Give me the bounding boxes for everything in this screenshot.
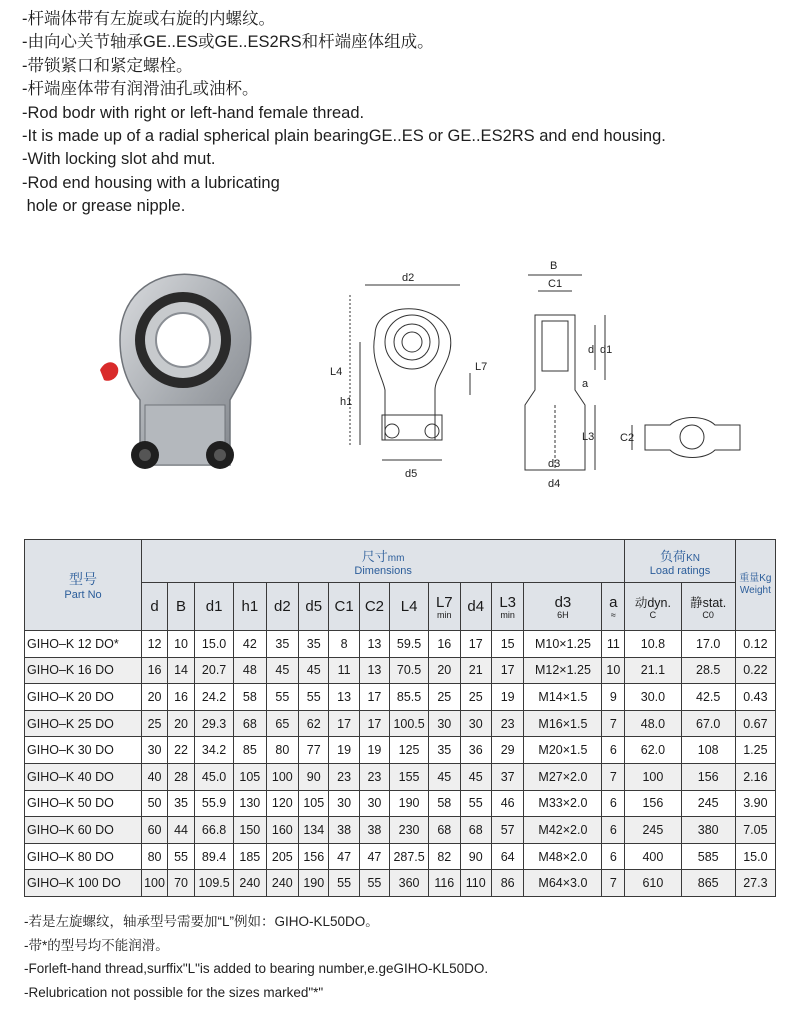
value-cell: 190 [299,870,329,897]
part-number-cell: GIHO–K 80 DO [25,843,142,870]
value-cell: 160 [266,817,299,844]
value-cell: 2.16 [735,763,775,790]
value-cell: 30 [329,790,359,817]
value-cell: 22 [168,737,195,764]
value-cell: 0.67 [735,710,775,737]
value-cell: 68 [429,817,460,844]
value-cell: 15.0 [735,843,775,870]
value-cell: 38 [359,817,389,844]
value-cell: 16 [168,684,195,711]
value-cell: 30 [460,710,491,737]
header-load-ratings: 负荷KN Load ratings [625,540,736,583]
value-cell: 36 [460,737,491,764]
value-cell: 240 [266,870,299,897]
value-cell: 47 [329,843,359,870]
description-line: hole or grease nipple. [22,197,186,216]
value-cell: 34.2 [195,737,234,764]
part-number-cell: GIHO–K 40 DO [25,763,142,790]
value-cell: 100 [625,763,681,790]
value-cell: 29.3 [195,710,234,737]
value-cell: 45 [460,763,491,790]
table-row [25,843,776,870]
value-cell: 68 [234,710,267,737]
value-cell: M64×3.0 [524,870,602,897]
value-cell: 90 [299,763,329,790]
value-cell: 28.5 [681,657,735,684]
value-cell: 108 [681,737,735,764]
value-cell: 380 [681,817,735,844]
value-cell: 57 [491,817,524,844]
value-cell: 8 [329,631,359,658]
value-cell: M33×2.0 [524,790,602,817]
label-d1: d1 [600,344,613,356]
part-number-cell: GIHO–K 25 DO [25,710,142,737]
label-L7: L7 [475,361,488,373]
value-cell: 65 [266,710,299,737]
value-cell: 150 [234,817,267,844]
value-cell: 62.0 [625,737,681,764]
value-cell: 6 [602,790,625,817]
value-cell: 64 [491,843,524,870]
value-cell: 55 [266,684,299,711]
value-cell: 30 [429,710,460,737]
description [22,8,792,219]
value-cell: M48×2.0 [524,843,602,870]
value-cell: 55 [460,790,491,817]
value-cell: 55.9 [195,790,234,817]
value-cell: 25 [460,684,491,711]
label-d5: d5 [405,468,418,480]
value-cell: 66.8 [195,817,234,844]
value-cell: M14×1.5 [524,684,602,711]
value-cell: 0.22 [735,657,775,684]
table-row [25,817,776,844]
value-cell: 60 [142,817,168,844]
description-line: -杆端座体带有润滑油孔或油杯。 [22,80,259,99]
value-cell: 10.8 [625,631,681,658]
value-cell: 23 [359,763,389,790]
value-cell: 156 [299,843,329,870]
value-cell: 46 [491,790,524,817]
value-cell: 16 [429,631,460,658]
header-dimensions: 尺寸mm Dimensions [142,540,625,583]
value-cell: 25 [429,684,460,711]
part-number-cell: GIHO–K 100 DO [25,870,142,897]
table-row [25,657,776,684]
value-cell: 20 [168,710,195,737]
value-cell: 55 [329,870,359,897]
value-cell: 35 [429,737,460,764]
part-number-cell: GIHO–K 20 DO [25,684,142,711]
value-cell: 7 [602,763,625,790]
value-cell: 17 [460,631,491,658]
value-cell: 120 [266,790,299,817]
value-cell: 30.0 [625,684,681,711]
description-line: -It is made up of a radial spherical plain bearingGE..ES or GE..ES2RS and end housing. [22,127,666,146]
value-cell: 44 [168,817,195,844]
value-cell: 17 [359,710,389,737]
value-cell: 12 [142,631,168,658]
value-cell: 55 [299,684,329,711]
value-cell: 400 [625,843,681,870]
value-cell: 134 [299,817,329,844]
description-line: -带锁紧口和紧定螺栓。 [22,56,193,75]
value-cell: 58 [234,684,267,711]
value-cell: 116 [429,870,460,897]
value-cell: 105 [234,763,267,790]
value-cell: 21 [460,657,491,684]
part-number-cell: GIHO–K 50 DO [25,790,142,817]
value-cell: 155 [390,763,429,790]
value-cell: 55 [359,870,389,897]
value-cell: 10 [168,631,195,658]
value-cell: 47 [359,843,389,870]
value-cell: 19 [329,737,359,764]
value-cell: M20×1.5 [524,737,602,764]
value-cell: 585 [681,843,735,870]
column-header: C2 [359,583,389,631]
value-cell: M10×1.25 [524,631,602,658]
note-line: -Forleft-hand thread,surffix"L"is added to bearing number,e.geGIHO-KL50DO. [24,961,489,976]
value-cell: 230 [390,817,429,844]
value-cell: 13 [359,657,389,684]
value-cell: 23 [491,710,524,737]
value-cell: 28 [168,763,195,790]
value-cell: 67.0 [681,710,735,737]
value-cell: 86 [491,870,524,897]
label-C2: C2 [620,432,635,444]
value-cell: 29 [491,737,524,764]
value-cell: 70.5 [390,657,429,684]
value-cell: 13 [329,684,359,711]
value-cell: 17 [329,710,359,737]
value-cell: 50 [142,790,168,817]
value-cell: 23 [329,763,359,790]
value-cell: 11 [329,657,359,684]
value-cell: 42 [234,631,267,658]
value-cell: 865 [681,870,735,897]
note-line: -若是左旋螺纹，轴承型号需要加“L”例如：GIHO-KL50DO。 [24,914,379,929]
value-cell: M12×1.25 [524,657,602,684]
value-cell: 82 [429,843,460,870]
value-cell: 80 [142,843,168,870]
value-cell: 185 [234,843,267,870]
value-cell: 15 [491,631,524,658]
value-cell: 245 [625,817,681,844]
label-d: d [588,344,595,356]
value-cell: 100 [142,870,168,897]
specification-table [24,539,776,897]
value-cell: 30 [142,737,168,764]
value-cell: 90 [460,843,491,870]
description-line: -由向心关节轴承GE..ES或GE..ES2RS和杆端座体组成。 [22,33,434,52]
value-cell: 205 [266,843,299,870]
value-cell: 58 [429,790,460,817]
technical-drawing [310,255,780,500]
value-cell: 20.7 [195,657,234,684]
value-cell: 20 [429,657,460,684]
value-cell: 45 [266,657,299,684]
value-cell: 21.1 [625,657,681,684]
value-cell: 80 [266,737,299,764]
part-number-cell: GIHO–K 30 DO [25,737,142,764]
value-cell: 287.5 [390,843,429,870]
value-cell: 35 [168,790,195,817]
value-cell: 125 [390,737,429,764]
value-cell: 156 [681,763,735,790]
value-cell: 59.5 [390,631,429,658]
value-cell: 610 [625,870,681,897]
table-row [25,684,776,711]
value-cell: 11 [602,631,625,658]
value-cell: 16 [142,657,168,684]
value-cell: 35 [266,631,299,658]
note-line: -Relubrication not possible for the sizes marked"*" [24,984,324,1000]
value-cell: 110 [460,870,491,897]
label-d3: d3 [548,458,561,470]
table-row [25,737,776,764]
description-line: -Rod bodr with right or left-hand female thread. [22,103,365,122]
value-cell: 14 [168,657,195,684]
header-weight: 重量Kg Weight [735,540,775,631]
value-cell: 7 [602,870,625,897]
product-photo [100,265,265,490]
label-C1: C1 [548,278,563,290]
column-header: L3 min [491,583,524,631]
value-cell: 38 [329,817,359,844]
value-cell: 190 [390,790,429,817]
column-header: 静stat. C0 [681,583,735,631]
value-cell: 130 [234,790,267,817]
value-cell: 7 [602,710,625,737]
table-row [25,870,776,897]
value-cell: M42×2.0 [524,817,602,844]
value-cell: 25 [142,710,168,737]
column-header: d2 [266,583,299,631]
value-cell: 9 [602,684,625,711]
value-cell: 77 [299,737,329,764]
column-header: L7 min [429,583,460,631]
column-header: d5 [299,583,329,631]
table-row [25,631,776,658]
value-cell: 24.2 [195,684,234,711]
label-a: a [582,378,589,390]
label-B: B [550,260,558,272]
description-line: -Rod end housing with a lubricating [22,173,280,192]
value-cell: 19 [491,684,524,711]
column-header: d [142,583,168,631]
table-row [25,763,776,790]
value-cell: 20 [142,684,168,711]
value-cell: 37 [491,763,524,790]
value-cell: 6 [602,817,625,844]
value-cell: 35 [299,631,329,658]
description-line: -With locking slot ahd mut. [22,150,216,169]
column-header: d4 [460,583,491,631]
value-cell: 6 [602,843,625,870]
value-cell: 48.0 [625,710,681,737]
value-cell: 0.12 [735,631,775,658]
table-row [25,710,776,737]
value-cell: 89.4 [195,843,234,870]
value-cell: 40 [142,763,168,790]
value-cell: 17 [359,684,389,711]
value-cell: 68 [460,817,491,844]
value-cell: M16×1.5 [524,710,602,737]
notes [24,910,784,1004]
column-header: d3 6H [524,583,602,631]
value-cell: 100.5 [390,710,429,737]
value-cell: 30 [359,790,389,817]
value-cell: 27.3 [735,870,775,897]
value-cell: M27×2.0 [524,763,602,790]
note-line: -带*的型号均不能润滑。 [24,937,169,953]
column-header: L4 [390,583,429,631]
column-header: h1 [234,583,267,631]
value-cell: 45.0 [195,763,234,790]
value-cell: 45 [429,763,460,790]
column-header: a ≈ [602,583,625,631]
value-cell: 1.25 [735,737,775,764]
label-L4: L4 [330,366,343,378]
value-cell: 105 [299,790,329,817]
label-d4: d4 [548,478,561,490]
column-header: B [168,583,195,631]
table-row [25,790,776,817]
value-cell: 7.05 [735,817,775,844]
value-cell: 48 [234,657,267,684]
value-cell: 85 [234,737,267,764]
value-cell: 156 [625,790,681,817]
value-cell: 240 [234,870,267,897]
column-header: C1 [329,583,359,631]
value-cell: 15.0 [195,631,234,658]
value-cell: 17 [491,657,524,684]
value-cell: 55 [168,843,195,870]
value-cell: 70 [168,870,195,897]
label-h1: h1 [340,396,353,408]
value-cell: 109.5 [195,870,234,897]
part-number-cell: GIHO–K 12 DO* [25,631,142,658]
description-line: -杆端体带有左旋或右旋的内螺纹。 [22,10,275,28]
value-cell: 45 [299,657,329,684]
value-cell: 245 [681,790,735,817]
label-L3: L3 [582,431,595,443]
value-cell: 360 [390,870,429,897]
value-cell: 42.5 [681,684,735,711]
value-cell: 6 [602,737,625,764]
part-number-cell: GIHO–K 60 DO [25,817,142,844]
header-part-no: 型号 Part No [25,540,142,631]
label-d2: d2 [402,272,415,284]
column-header: d1 [195,583,234,631]
value-cell: 10 [602,657,625,684]
value-cell: 13 [359,631,389,658]
value-cell: 17.0 [681,631,735,658]
value-cell: 85.5 [390,684,429,711]
value-cell: 100 [266,763,299,790]
value-cell: 19 [359,737,389,764]
value-cell: 0.43 [735,684,775,711]
column-header: 动dyn. C [625,583,681,631]
value-cell: 62 [299,710,329,737]
part-number-cell: GIHO–K 16 DO [25,657,142,684]
value-cell: 3.90 [735,790,775,817]
